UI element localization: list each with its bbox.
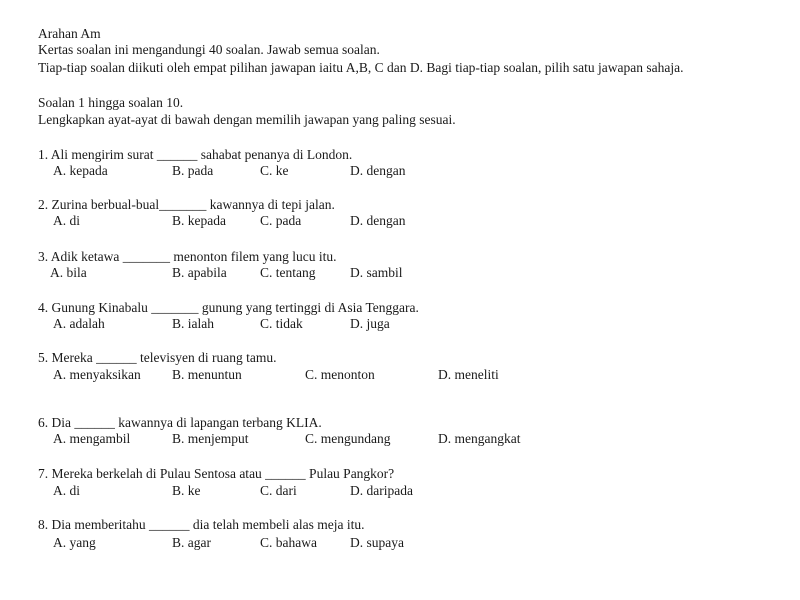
option-d: D. daripada xyxy=(350,483,413,498)
option-c: C. bahawa xyxy=(260,535,317,550)
option-d: D. supaya xyxy=(350,535,404,550)
instructions-line-2: Tiap-tiap soalan diikuti oleh empat pilihan jawapan iaitu A,B, C dan D. Bagi tiap-tiap soalan, pilih satu jawapan sahaja. xyxy=(38,60,684,75)
question-stem: 4. Gunung Kinabalu _______ gunung yang tertinggi di Asia Tenggara. xyxy=(38,300,419,315)
instructions-line-4: Lengkapkan ayat-ayat di bawah dengan memilih jawapan yang paling sesuai. xyxy=(38,112,456,127)
instructions-line-3: Soalan 1 hingga soalan 10. xyxy=(38,95,184,110)
option-c: C. pada xyxy=(260,213,302,228)
question-stem: 5. Mereka ______ televisyen di ruang tamu. xyxy=(38,350,277,365)
instructions-line-1: Kertas soalan ini mengandungi 40 soalan. Jawab semua soalan. xyxy=(38,42,380,57)
option-b: B. ke xyxy=(172,483,201,498)
option-b: B. kepada xyxy=(172,213,226,228)
option-b: B. menuntun xyxy=(172,367,242,382)
option-d: D. mengangkat xyxy=(438,431,521,446)
option-d: D. dengan xyxy=(350,213,406,228)
question-stem: 7. Mereka berkelah di Pulau Sentosa atau ______ Pulau Pangkor? xyxy=(38,466,395,481)
option-d: D. dengan xyxy=(350,163,406,178)
option-b: B. ialah xyxy=(172,316,214,331)
question-stem: 2. Zurina berbual-bual_______ kawannya di tepi jalan. xyxy=(38,197,335,212)
option-a: A. mengambil xyxy=(53,431,131,446)
question-stem: 6. Dia ______ kawannya di lapangan terbang KLIA. xyxy=(38,415,322,430)
option-a: A. menyaksikan xyxy=(53,367,141,382)
option-a: A. bila xyxy=(50,265,87,280)
option-b: B. menjemput xyxy=(172,431,249,446)
question-stem: 1. Ali mengirim surat ______ sahabat penanya di London. xyxy=(38,147,353,162)
question-stem: 3. Adik ketawa _______ menonton filem yang lucu itu. xyxy=(38,249,337,264)
option-a: A. yang xyxy=(53,535,96,550)
instructions-heading: Arahan Am xyxy=(38,26,101,41)
option-a: A. adalah xyxy=(53,316,105,331)
option-a: A. kepada xyxy=(53,163,108,178)
option-b: B. agar xyxy=(172,535,211,550)
option-b: B. apabila xyxy=(172,265,227,280)
question-stem: 8. Dia memberitahu ______ dia telah membeli alas meja itu. xyxy=(38,517,365,532)
option-a: A. di xyxy=(53,483,80,498)
option-c: C. menonton xyxy=(305,367,375,382)
option-d: D. juga xyxy=(350,316,390,331)
option-c: C. ke xyxy=(260,163,289,178)
option-c: C. dari xyxy=(260,483,297,498)
option-a: A. di xyxy=(53,213,80,228)
option-d: D. meneliti xyxy=(438,367,499,382)
option-c: C. tentang xyxy=(260,265,316,280)
option-d: D. sambil xyxy=(350,265,403,280)
option-c: C. mengundang xyxy=(305,431,391,446)
option-c: C. tidak xyxy=(260,316,303,331)
option-b: B. pada xyxy=(172,163,214,178)
